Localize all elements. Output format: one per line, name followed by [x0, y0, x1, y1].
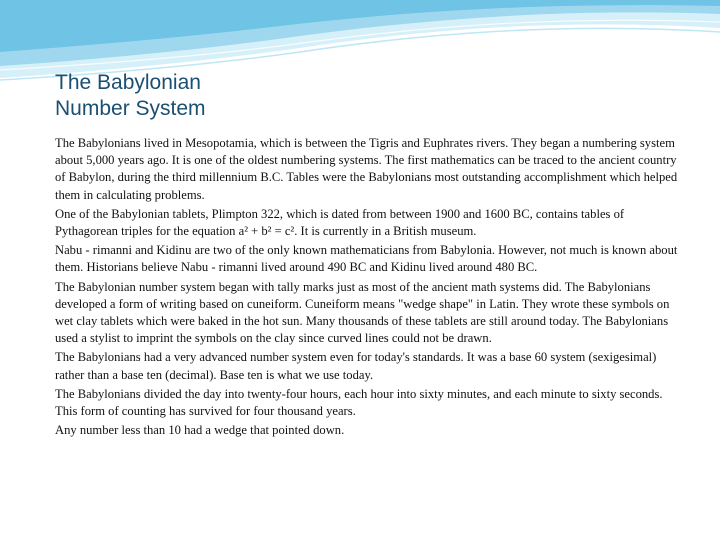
title-line-1: The Babylonian — [55, 71, 201, 94]
paragraph: Nabu - rimanni and Kidinu are two of the only known mathematicians from Babylonia. However, not much is known about them. Historians believe Nabu - rimanni lived around 490 BC and Kidinu lived around 480 BC. — [55, 243, 678, 275]
paragraph: The Babylonians divided the day into twenty-four hours, each hour into sixty minutes, and each minute to sixty seconds. This form of counting has survived for four thousand years. — [55, 386, 663, 419]
paragraph: The Babylonians had a very advanced number system even for today's standards. It was a base 60 system (sexigesimal) rather than a base ten (decimal). Base ten is what we use today. — [55, 350, 657, 382]
slide-title — [55, 70, 655, 122]
paragraph: Any number less than 10 had a wedge that pointed down. — [55, 423, 345, 438]
paragraph: One of the Babylonian tablets, Plimpton 322, which is dated from between 1900 and 1600 BC, contains tables of Pythagorean triples for the equation a² + b² = c². It is currently in a British museum. — [55, 206, 625, 239]
paragraph: The Babylonian number system began with tally marks just as most of the ancient math systems did. The Babylonians developed a form of writing based on cuneiform. Cuneiform means "wedge shape" in Latin. They wrote these symbols on wet clay tablets which were baked in the hot sun. Many thousands of these tablets are still around today. The Babylonians used a stylist to imprint the symbols on the clay since curved lines could not be drawn. — [55, 279, 670, 346]
paragraph: The Babylonians lived in Mesopotamia, which is between the Tigris and Euphrates rivers. They began a numbering system about 5,000 years ago. It is one of the oldest numbering systems. The first mathematics can be traced to the ancient country of Babylon, during the third millennium B.C. Tables were the Babylonians most outstanding accomplishment which helped them in calculating problems. — [55, 136, 678, 202]
slide-body — [55, 135, 683, 441]
title-line-2: Number System — [55, 97, 206, 120]
